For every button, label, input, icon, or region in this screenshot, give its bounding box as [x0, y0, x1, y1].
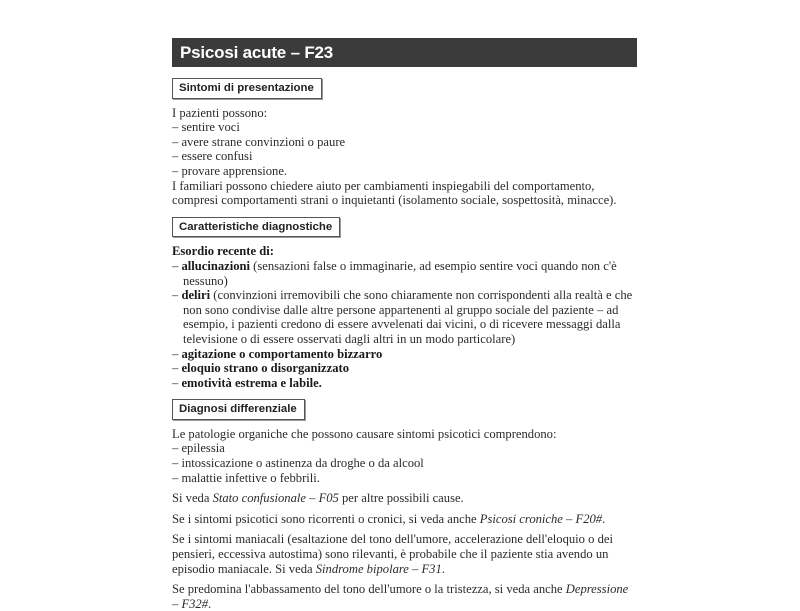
- section-presentazione: [172, 106, 637, 208]
- intro-text: I pazienti possono:: [172, 105, 268, 120]
- reference-croniche: Psicosi croniche – F20#: [479, 511, 603, 526]
- family-note: I familiari possono chiedere aiuto per cambiamenti inspiegabili del comportamento, compresi comportamenti strani o inquietanti (isolamento sociale, sospettosità, minacce).: [172, 178, 617, 208]
- text-run: Se predomina l'abbassamento del tono dell'umore o la tristezza, si veda anche: [172, 582, 566, 597]
- list-item: – malattie infettive o febbrili.: [172, 471, 637, 486]
- text-run: per altre possibili cause.: [338, 491, 464, 506]
- list-item: – provare apprensione.: [172, 164, 637, 179]
- text-run: .: [602, 511, 606, 526]
- text-run: Si veda: [172, 491, 213, 506]
- paragraph-maniacali: [172, 532, 637, 576]
- term-deliri: deliri: [181, 288, 211, 303]
- list-item: – avere strane convinzioni o paure: [172, 135, 637, 150]
- list-item: – sentire voci: [172, 120, 637, 135]
- text-run: .: [208, 596, 212, 611]
- desc-allucinazioni: (sensazioni false o immaginarie, ad esempio sentire voci quando non c'è nessuno): [183, 258, 617, 288]
- term-allucinazioni: allucinazioni: [181, 258, 251, 273]
- list-item-agitazione: agitazione o comportamento bizzarro: [181, 346, 383, 361]
- reference-bipolare: Sindrome bipolare – F31: [315, 561, 442, 576]
- text-run: .: [441, 561, 445, 576]
- paragraph-depressione: [172, 582, 637, 611]
- section-heading-diagnostiche: Caratteristiche diagnostiche: [172, 217, 340, 238]
- reference-confusionale: Stato confusionale – F05: [212, 491, 339, 506]
- intro-text: Le patologie organiche che possono causare sintomi psicotici comprendono:: [172, 426, 557, 441]
- section-heading-presentazione: Sintomi di presentazione: [172, 78, 322, 99]
- text-run: Se i sintomi psicotici sono ricorrenti o cronici, si veda anche: [172, 511, 480, 526]
- list-item-deliri: – deliri (convinzioni irremovibili che sono chiaramente non corrispondenti alla realtà e che non sono condivise dalle altre persone appartenenti al gruppo sociale del paziente – ad esempio, i pazienti credono di essere avvelenati dai vicini, o di ricevere messaggi dalla televisione o di essere osservati dagli altri in un modo particolare): [172, 288, 633, 346]
- document-page: [172, 38, 637, 611]
- list-item-allucinazioni: – allucinazioni (sensazioni false o immaginarie, ad esempio sentire voci quando non c'è nessuno): [172, 258, 617, 288]
- paragraph-croniche: [172, 512, 637, 527]
- list-item: – intossicazione o astinenza da droghe o da alcool: [172, 456, 637, 471]
- list-item-eloquio: eloquio strano o disorganizzato: [181, 361, 350, 376]
- list-item-emotivita: emotività estrema e labile.: [181, 375, 322, 390]
- section-diagnostiche: [172, 244, 637, 390]
- text-run: Se i sintomi maniacali (esaltazione del tono dell'umore, accelerazione dell'eloquio o dei pensieri, eccessiva autostima) sono rilevanti, è probabile che il paziente stia avendo un episodio maniacale. Si veda: [172, 532, 613, 576]
- paragraph-confusionale: [172, 491, 637, 506]
- list-item: – epilessia: [172, 441, 637, 456]
- onset-label: Esordio recente di:: [172, 244, 274, 259]
- desc-deliri: (convinzioni irremovibili che sono chiaramente non corrispondenti alla realtà e che non sono condivise dalle altre persone appartenenti al gruppo sociale del paziente – ad esempio, i pazienti credono di essere avvelenati dai vicini, o di ricevere messaggi dalla televisione o di essere osservati dagli altri in un modo particolare): [183, 288, 633, 346]
- section-differenziale: [172, 427, 637, 611]
- section-heading-differenziale: Diagnosi differenziale: [172, 399, 305, 420]
- reference-depressione: Depressione – F32#: [172, 582, 629, 611]
- list-item: – essere confusi: [172, 149, 637, 164]
- page-title: Psicosi acute – F23: [172, 38, 637, 67]
